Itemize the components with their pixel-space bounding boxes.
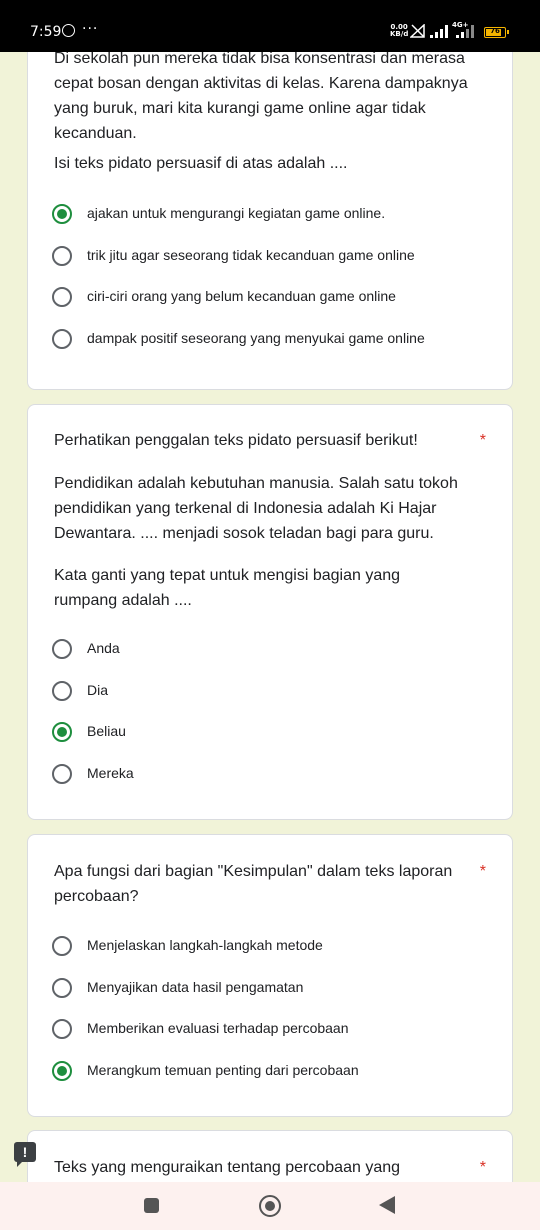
radio[interactable] [52, 681, 72, 701]
radio[interactable] [52, 1019, 72, 1039]
passage-text: Pendidikan adalah kebutuhan manusia. Salah satu tokoh pendidikan yang terkenal di Indonesia adalah Ki Hajar Dewantara. .... menjadi sosok teladan bagi para guru. [54, 475, 458, 542]
question-card-2 [27, 404, 513, 820]
question-text: Kata ganti yang tepat untuk mengisi bagian yang rumpang adalah .... [54, 567, 401, 609]
question-card-1 [27, 52, 513, 390]
network-speed: 0.00 KB/d [390, 23, 409, 38]
whatsapp-icon [62, 24, 75, 37]
passage-text: Di sekolah pun mereka tidak bisa konsentrasi dan merasa cepat bosan dengan aktivitas di kelas. Karena dampaknya yang buruk, mari kita kurangi game online agar tidak kecanduan. [54, 52, 468, 142]
radio[interactable] [52, 764, 72, 784]
form-scroll-area[interactable] [0, 52, 540, 1182]
option-2[interactable]: Menyajikan data hasil pengamatan [52, 974, 492, 1004]
back-button[interactable] [379, 1196, 395, 1214]
option-1[interactable]: ajakan untuk mengurangi kegiatan game online. [52, 200, 492, 230]
option-4[interactable]: dampak positif seseorang yang menyukai game online [52, 325, 492, 355]
radio-selected[interactable] [52, 1061, 72, 1081]
radio[interactable] [52, 978, 72, 998]
required-mark: * [479, 1159, 486, 1176]
option-beliau[interactable]: Beliau [52, 718, 492, 748]
question-title: Perhatikan penggalan teks pidato persuasif berikut! [54, 432, 418, 449]
navigation-bar [0, 1182, 540, 1230]
question-title: Apa fungsi dari bagian "Kesimpulan" dalam teks laporan percobaan? [54, 863, 453, 905]
option-dia[interactable]: Dia [52, 677, 492, 707]
option-4[interactable]: Merangkum temuan penting dari percobaan [52, 1057, 492, 1087]
option-3[interactable]: Memberikan evaluasi terhadap percobaan [52, 1015, 492, 1045]
question-text: Isi teks pidato persuasif di atas adalah .... [54, 155, 348, 172]
radio[interactable] [52, 936, 72, 956]
option-2[interactable]: trik jitu agar seseorang tidak kecanduan game online [52, 242, 492, 272]
question-card-4 [27, 1130, 513, 1182]
question-title: Teks yang menguraikan tentang percobaan yang [54, 1159, 401, 1176]
report-feedback-icon[interactable]: ! [14, 1142, 36, 1162]
radio[interactable] [52, 329, 72, 349]
home-button[interactable] [259, 1195, 281, 1217]
clock: 7:59 [30, 24, 62, 40]
signal-icon [430, 24, 450, 38]
radio[interactable] [52, 287, 72, 307]
radio-selected[interactable] [52, 722, 72, 742]
radio[interactable] [52, 639, 72, 659]
radio[interactable] [52, 246, 72, 266]
option-1[interactable]: Menjelaskan langkah-langkah metode [52, 932, 492, 962]
signal-icon-2 [452, 24, 478, 38]
no-signal-icon [410, 24, 426, 38]
battery-icon: 76 [484, 27, 506, 38]
radio-selected[interactable] [52, 204, 72, 224]
status-bar [0, 0, 540, 52]
option-mereka[interactable]: Mereka [52, 760, 492, 790]
network-type: 4G+ [452, 21, 469, 29]
required-mark: * [479, 432, 486, 449]
more-notifications: ··· [82, 21, 99, 37]
option-3[interactable]: ciri-ciri orang yang belum kecanduan game online [52, 283, 492, 313]
option-anda[interactable]: Anda [52, 635, 492, 665]
question-card-3 [27, 834, 513, 1117]
recent-apps-button[interactable] [144, 1198, 159, 1213]
required-mark: * [479, 863, 486, 880]
